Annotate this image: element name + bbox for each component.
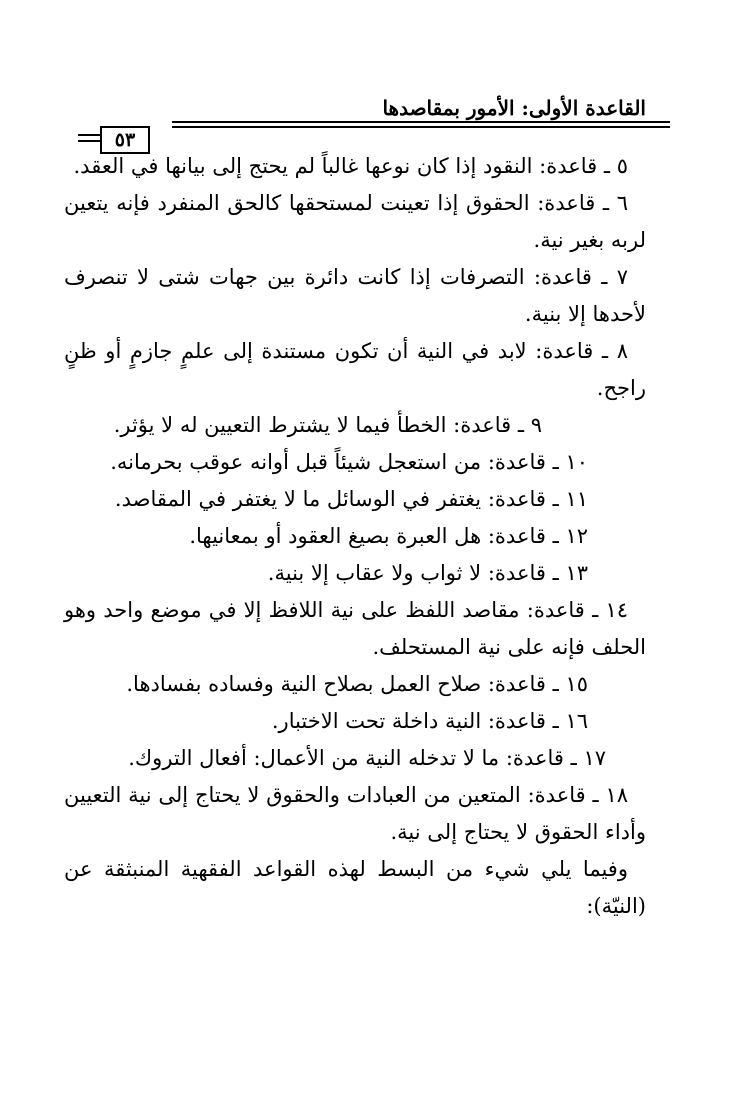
- rule-number: ١٤: [605, 598, 629, 622]
- rule-number: ١٨: [605, 783, 628, 807]
- running-header-title: القاعدة الأولى: الأمور بمقاصدها: [382, 96, 646, 120]
- rule-label: قاعدة:: [487, 487, 546, 511]
- rule-text: مقاصد اللفظ على نية اللافظ إلا في موضع واحد وهو الحلف فإنه على نية المستحلف.: [64, 598, 646, 659]
- page-number-rule-bottom: [78, 140, 100, 142]
- page-number: ٥٣: [100, 126, 150, 154]
- rule-number: ٩: [530, 413, 542, 437]
- rules-text: [64, 148, 646, 925]
- rule-label: قاعدة:: [487, 672, 546, 696]
- rule-text: هل العبرة بصيغ العقود أو بمعانيها.: [189, 524, 482, 548]
- rule-number: ١٢: [565, 524, 588, 548]
- rule-label: قاعدة:: [487, 561, 546, 585]
- rule-number: ١٦: [565, 709, 588, 733]
- rule-item-8: ٨ ـ قاعدة: لابد في النية أن تكون مستندة إلى علمٍ جازمٍ أو ظنٍ راجح.: [64, 339, 646, 400]
- rule-label: قاعدة:: [487, 709, 546, 733]
- rule-number: ٥: [616, 154, 628, 178]
- rule-label: قاعدة:: [487, 450, 546, 474]
- rule-text: من استعجل شيئاً قبل أوانه عوقب بحرمانه.: [110, 450, 482, 474]
- rule-text: الخطأ فيما لا يشترط التعيين له لا يؤثر.: [113, 413, 447, 437]
- rule-item-15: ١٥ ـ قاعدة: صلاح العمل بصلاح النية وفساده بفسادها.: [126, 672, 588, 696]
- rule-item-6: ٦ ـ قاعدة: الحقوق إذا تعينت لمستحقها كالحق المنفرد فإنه يتعين لربه بغير نية.: [64, 191, 646, 252]
- rule-text: التصرفات إذا كانت دائرة بين جهات شتى لا تنصرف لأحدها إلا بنية.: [64, 265, 646, 326]
- rule-text: ما لا تدخله النية من الأعمال: أفعال التروك.: [128, 746, 500, 770]
- rule-text: النقود إذا كان نوعها غالباً لم يحتج إلى بيانها في العقد.: [73, 154, 533, 178]
- rule-text: لابد في النية أن تكون مستندة إلى علمٍ جازمٍ أو ظنٍ راجح.: [64, 339, 646, 400]
- rule-label: قاعدة:: [487, 524, 546, 548]
- rule-item-13: ١٣ ـ قاعدة: لا ثواب ولا عقاب إلا بنية.: [267, 561, 588, 585]
- rule-item-17: ١٧ ـ قاعدة: ما لا تدخله النية من الأعمال: أفعال التروك.: [128, 746, 606, 770]
- rule-label: قاعدة:: [535, 339, 594, 363]
- rule-item-9: ٩ ـ قاعدة: الخطأ فيما لا يشترط التعيين له لا يؤثر.: [113, 413, 542, 437]
- page-number-rule-top: [78, 134, 100, 136]
- rule-label: قاعدة:: [527, 783, 586, 807]
- rule-label: قاعدة:: [453, 413, 512, 437]
- rule-item-11: ١١ ـ قاعدة: يغتفر في الوسائل ما لا يغتفر في المقاصد.: [114, 487, 588, 511]
- rule-text: المتعين من العبادات والحقوق لا يحتاج إلى نية التعيين وأداء الحقوق لا يحتاج إلى نية.: [64, 783, 646, 844]
- header-rule-bottom: [172, 126, 670, 128]
- rule-item-10: ١٠ ـ قاعدة: من استعجل شيئاً قبل أوانه عوقب بحرمانه.: [110, 450, 588, 474]
- rule-text: صلاح العمل بصلاح النية وفساده بفسادها.: [126, 672, 482, 696]
- rule-item-5: ٥ ـ قاعدة: النقود إذا كان نوعها غالباً لم يحتج إلى بيانها في العقد.: [73, 154, 628, 178]
- header-rule-top: [172, 121, 670, 123]
- rule-text: الحقوق إذا تعينت لمستحقها كالحق المنفرد فإنه يتعين لربه بغير نية.: [64, 191, 646, 252]
- rule-item-18: ١٨ ـ قاعدة: المتعين من العبادات والحقوق لا يحتاج إلى نية التعيين وأداء الحقوق لا يحتاج إلى نية.: [64, 783, 646, 844]
- rule-item-12: ١٢ ـ قاعدة: هل العبرة بصيغ العقود أو بمعانيها.: [189, 524, 588, 548]
- rule-number: ٨: [616, 339, 628, 363]
- rule-item-7: ٧ ـ قاعدة: التصرفات إذا كانت دائرة بين جهات شتى لا تنصرف لأحدها إلا بنية.: [64, 265, 646, 326]
- rule-label: قاعدة:: [505, 746, 564, 770]
- rule-label: قاعدة:: [539, 154, 598, 178]
- rule-number: ٧: [616, 265, 628, 289]
- rule-number: ١٣: [565, 561, 588, 585]
- rule-number: ١٧: [583, 746, 606, 770]
- rule-item-16: ١٦ ـ قاعدة: النية داخلة تحت الاختبار.: [271, 709, 588, 733]
- rule-number: ٦: [616, 191, 628, 215]
- rule-text: لا ثواب ولا عقاب إلا بنية.: [267, 561, 482, 585]
- rule-text: يغتفر في الوسائل ما لا يغتفر في المقاصد.: [114, 487, 482, 511]
- rule-number: ١٠: [565, 450, 588, 474]
- rule-item-14: ١٤ ـ قاعدة: مقاصد اللفظ على نية اللافظ إلا في موضع واحد وهو الحلف فإنه على نية المستحلف.: [64, 598, 646, 659]
- rule-number: ١١: [565, 487, 588, 511]
- rule-number: ١٥: [565, 672, 588, 696]
- rule-label: قاعدة:: [533, 265, 592, 289]
- closing-paragraph: وفيما يلي شيء من البسط لهذه القواعد الفقهية المنبثقة عن (النيّة):: [64, 857, 646, 918]
- rule-label: قاعدة:: [537, 191, 596, 215]
- rule-text: النية داخلة تحت الاختبار.: [271, 709, 482, 733]
- rule-label: قاعدة:: [526, 598, 585, 622]
